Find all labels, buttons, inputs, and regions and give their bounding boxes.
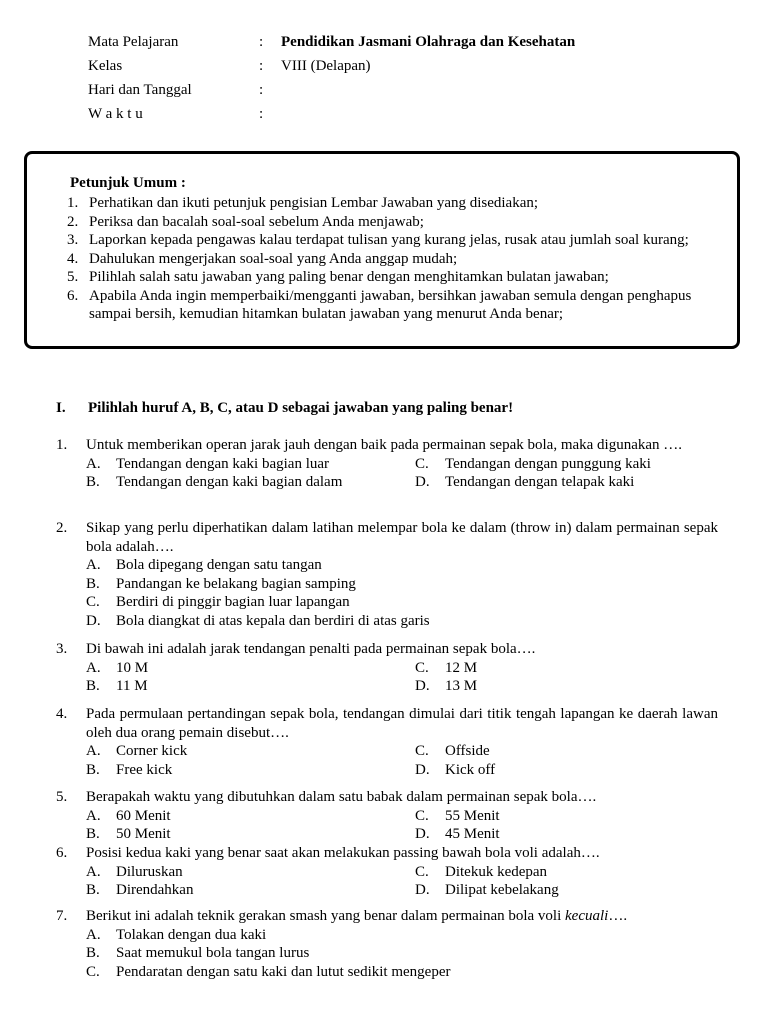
option-letter: D. xyxy=(86,612,101,629)
option-text: Direndahkan xyxy=(116,882,194,898)
option-d[interactable] xyxy=(415,881,715,900)
option-letter: D. xyxy=(415,826,430,842)
option-text: 45 Menit xyxy=(445,826,500,842)
option-d[interactable] xyxy=(86,612,718,631)
options xyxy=(86,863,718,900)
question-text: Di bawah ini adalah jarak tendangan penalti pada permainan sepak bola…. xyxy=(86,641,536,657)
option-letter: B. xyxy=(86,882,100,898)
header-row-class xyxy=(88,54,575,78)
option-letter: C. xyxy=(415,863,429,880)
header-row-date xyxy=(88,78,575,102)
option-text: Pendaratan dengan satu kaki dan lutut sedikit mengeper xyxy=(116,963,451,980)
option-text: Tolakan dengan dua kaki xyxy=(116,926,267,943)
option-letter: A. xyxy=(86,659,101,676)
option-letter: C. xyxy=(415,743,429,759)
option-text: Bola dipegang dengan satu tangan xyxy=(116,557,322,573)
option-letter: B. xyxy=(86,761,100,778)
option-text: 55 Menit xyxy=(445,807,500,824)
options xyxy=(86,455,718,492)
instruction-item xyxy=(67,213,727,232)
option-text: Ditekuk kedepan xyxy=(445,863,548,880)
option-text: Free kick xyxy=(116,761,173,778)
question-text-emphasis: kecuali xyxy=(565,908,609,924)
option-letter: D. xyxy=(415,761,430,778)
option-letter: A. xyxy=(86,926,101,943)
option-letter: D. xyxy=(415,678,430,694)
class-label: Kelas xyxy=(88,57,123,74)
option-text: Berdiri di pinggir bagian luar lapangan xyxy=(116,594,350,610)
option-b[interactable] xyxy=(86,677,415,696)
question-text: Untuk memberikan operan jarak jauh dengan baik pada permainan sepak bola, maka digunakan …. xyxy=(86,437,683,453)
option-letter: C. xyxy=(415,455,429,472)
option-c[interactable] xyxy=(415,659,715,678)
class-colon: : xyxy=(259,57,264,74)
option-text: 10 M xyxy=(116,659,149,676)
option-d[interactable] xyxy=(415,825,715,844)
option-a[interactable] xyxy=(86,863,415,882)
option-c[interactable] xyxy=(415,742,715,761)
instruction-text: Periksa dan bacalah soal-soal sebelum Anda menjawab; xyxy=(89,213,424,230)
option-c[interactable] xyxy=(415,455,715,474)
instruction-text: Apabila Anda ingin memperbaiki/mengganti jawaban, bersihkan jawaban semula dengan penghapus sampai bersih, kemudian hitamkan bulatan jawaban yang menurut Anda benar; xyxy=(89,287,692,322)
exam-header xyxy=(88,30,575,126)
option-b[interactable] xyxy=(86,473,415,492)
option-b[interactable] xyxy=(86,575,718,594)
section-number: I. xyxy=(56,400,66,416)
option-text: Saat memukul bola tangan lurus xyxy=(116,945,310,961)
option-letter: A. xyxy=(86,863,101,880)
instruction-number: 2. xyxy=(67,213,79,230)
question-5 xyxy=(56,788,718,844)
time-label: W a k t u xyxy=(88,105,143,122)
instruction-number: 6. xyxy=(67,287,79,304)
header-row-subject xyxy=(88,30,575,54)
question-3 xyxy=(56,640,718,696)
option-letter: C. xyxy=(415,659,429,676)
question-number: 6. xyxy=(56,845,68,861)
option-text: Bola diangkat di atas kepala dan berdiri di atas garis xyxy=(116,612,430,629)
question-text xyxy=(86,907,718,926)
instruction-number: 5. xyxy=(67,269,79,285)
section-heading xyxy=(56,399,513,418)
option-text: Kick off xyxy=(445,761,496,778)
header-row-time xyxy=(88,102,575,126)
option-a[interactable] xyxy=(86,659,415,678)
instruction-item xyxy=(67,287,727,324)
question-number: 2. xyxy=(56,520,68,536)
option-text: Corner kick xyxy=(116,743,188,759)
option-a[interactable] xyxy=(86,742,415,761)
option-text: 11 M xyxy=(116,678,148,694)
instruction-text: Pilihlah salah satu jawaban yang paling benar dengan menghitamkan bulatan jawaban; xyxy=(89,269,609,285)
class-value: VIII (Delapan) xyxy=(281,57,371,74)
option-b[interactable] xyxy=(86,881,415,900)
question-text-end: …. xyxy=(608,908,628,924)
question-2 xyxy=(56,519,718,630)
option-letter: D. xyxy=(415,474,430,490)
question-text-main: Berikut ini adalah teknik gerakan smash yang benar dalam permainan bola voli xyxy=(86,908,566,924)
option-letter: C. xyxy=(415,807,429,824)
option-text: Offside xyxy=(445,743,490,759)
option-text: Tendangan dengan kaki bagian luar xyxy=(116,455,330,472)
option-letter: B. xyxy=(86,945,100,961)
question-4 xyxy=(56,705,718,779)
question-text: Sikap yang perlu diperhatikan dalam latihan melempar bola ke dalam (throw in) dalam permainan sepak bola adalah…. xyxy=(86,520,718,555)
option-letter: B. xyxy=(86,575,100,592)
question-text: Berapakah waktu yang dibutuhkan dalam satu babak dalam permainan sepak bola…. xyxy=(86,789,597,805)
instruction-number: 3. xyxy=(67,232,79,248)
question-number: 7. xyxy=(56,908,68,924)
instructions-box xyxy=(24,151,740,349)
time-colon: : xyxy=(259,105,264,122)
instruction-item xyxy=(67,268,727,287)
instruction-number: 1. xyxy=(67,195,79,211)
option-text: 50 Menit xyxy=(116,826,171,842)
option-letter: A. xyxy=(86,743,101,759)
subject-label: Mata Pelajaran xyxy=(88,33,179,50)
option-a[interactable] xyxy=(86,455,415,474)
instruction-item xyxy=(67,194,727,213)
option-a[interactable] xyxy=(86,556,718,575)
option-d[interactable] xyxy=(415,761,715,780)
option-text: Tendangan dengan kaki bagian dalam xyxy=(116,474,343,490)
option-c[interactable] xyxy=(415,863,715,882)
instruction-text: Dahulukan mengerjakan soal-soal yang Anda anggap mudah; xyxy=(89,250,458,267)
option-text: Tendangan dengan telapak kaki xyxy=(445,474,635,490)
option-text: Dilipat kebelakang xyxy=(445,882,559,898)
option-letter: B. xyxy=(86,678,100,694)
options xyxy=(86,807,718,844)
option-text: Diluruskan xyxy=(116,863,183,880)
question-number: 5. xyxy=(56,789,68,805)
option-c[interactable] xyxy=(86,593,718,612)
question-1 xyxy=(56,436,718,492)
option-text: Tendangan dengan punggung kaki xyxy=(445,455,651,472)
question-7 xyxy=(56,907,718,981)
instructions-title: Petunjuk Umum : xyxy=(70,175,186,191)
question-number: 4. xyxy=(56,706,68,722)
instruction-text: Laporkan kepada pengawas kalau terdapat tulisan yang kurang jelas, rusak atau jumlah soal kurang; xyxy=(89,232,689,248)
question-text: Posisi kedua kaki yang benar saat akan melakukan passing bawah bola voli adalah…. xyxy=(86,845,600,861)
options xyxy=(86,926,718,982)
options xyxy=(86,659,718,696)
section-title: Pilihlah huruf A, B, C, atau D sebagai jawaban yang paling benar! xyxy=(88,400,514,416)
question-number: 1. xyxy=(56,437,68,453)
instruction-text: Perhatikan dan ikuti petunjuk pengisian Lembar Jawaban yang disediakan; xyxy=(89,195,539,211)
option-b[interactable] xyxy=(86,761,415,780)
question-number: 3. xyxy=(56,641,68,657)
instruction-item xyxy=(67,231,727,250)
option-letter: B. xyxy=(86,474,100,490)
option-b[interactable] xyxy=(86,825,415,844)
subject-value: Pendidikan Jasmani Olahraga dan Kesehatan xyxy=(281,33,576,50)
question-text: Pada permulaan pertandingan sepak bola, tendangan dimulai dari titik tengah lapangan ke daerah lawan oleh dua orang pemain disebut…. xyxy=(86,706,718,741)
option-b[interactable] xyxy=(86,944,718,963)
option-letter: A. xyxy=(86,807,101,824)
option-letter: A. xyxy=(86,455,101,472)
option-text: 13 M xyxy=(445,678,478,694)
option-text: 60 Menit xyxy=(116,807,171,824)
option-text: Pandangan ke belakang bagian samping xyxy=(116,575,356,592)
option-d[interactable] xyxy=(415,473,715,492)
option-letter: B. xyxy=(86,826,100,842)
option-text: 12 M xyxy=(445,659,478,676)
option-letter: D. xyxy=(415,882,430,898)
instruction-item xyxy=(67,250,727,269)
option-d[interactable] xyxy=(415,677,715,696)
option-a[interactable] xyxy=(86,807,415,826)
option-a[interactable] xyxy=(86,926,718,945)
date-label: Hari dan Tanggal xyxy=(88,81,192,98)
date-colon: : xyxy=(259,81,264,98)
options xyxy=(86,742,718,779)
option-letter: C. xyxy=(86,594,100,610)
option-letter: C. xyxy=(86,963,100,980)
question-6 xyxy=(56,844,718,900)
option-c[interactable] xyxy=(86,963,718,982)
subject-colon: : xyxy=(259,33,264,50)
option-c[interactable] xyxy=(415,807,715,826)
instruction-number: 4. xyxy=(67,250,79,267)
option-letter: A. xyxy=(86,557,101,573)
instructions-list xyxy=(67,194,727,324)
options xyxy=(86,556,718,630)
